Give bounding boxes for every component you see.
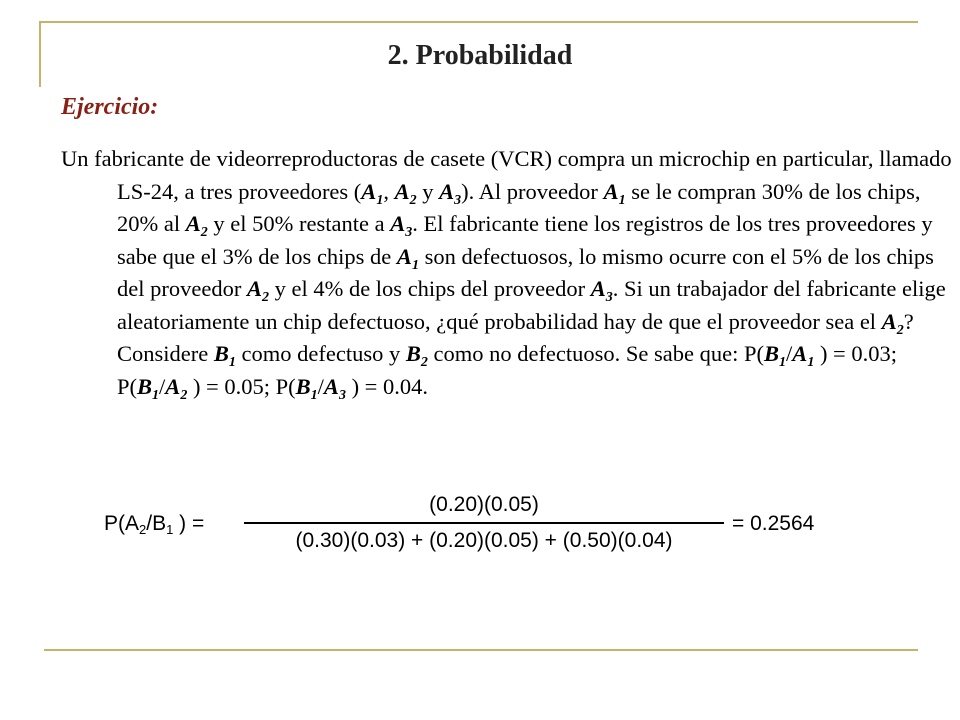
variable: $B_2$ [405, 341, 428, 370]
variable: $B_1$ [764, 341, 787, 370]
text-run: . Si un trabajador del fabricante elige aleatoriamente un chip defectuoso, ¿qué probabilidad hay de que el proveedor sea el [117, 276, 946, 334]
formula-numerator: (0.20)(0.05) [429, 493, 539, 516]
exercise-label: Ejercicio: [61, 94, 159, 120]
variable: $A_2$ [881, 308, 904, 338]
variable: $A_2$ [165, 373, 188, 403]
variable: $A_3$ [439, 178, 462, 208]
text-run: y [416, 178, 440, 204]
text-run: se le compran 30% de los chips, 20% al [117, 178, 921, 236]
text-run: / [786, 341, 793, 366]
text-run: ? Considere [117, 308, 914, 366]
text-run: son defectuosos, lo mismo ocurre con el 5% de los chips del proveedor [117, 243, 934, 301]
text-run: ). Al proveedor [461, 178, 604, 204]
text-run: y el 4% de los chips del proveedor [268, 276, 591, 301]
problem-statement [61, 143, 952, 403]
variable: $B_1$ [213, 341, 236, 370]
variable: $A_1$ [792, 341, 815, 370]
text-run: ) = 0.04. [345, 373, 428, 399]
frame-top-line [40, 21, 918, 23]
slide-title: 2. Probabilidad [387, 40, 573, 71]
text-run: ) = 0.05; P( [187, 373, 296, 399]
variable: $B_1$ [137, 373, 160, 403]
text-run: ) = 0.03; P( [117, 341, 897, 399]
variable: $A_3$ [390, 211, 413, 240]
text-run: , [383, 178, 395, 204]
text-run: y el 50% restante a [207, 211, 391, 236]
variable: $A_1$ [396, 243, 419, 273]
formula-result: = 0.2564 [732, 512, 815, 535]
fraction-bar [244, 522, 724, 524]
formula-denominator: (0.30)(0.03) + (0.20)(0.05) + (0.50)(0.04) [295, 529, 673, 552]
text-run: . El fabricante tiene los registros de los tres proveedores y sabe que el 3% de los chips de [117, 211, 933, 269]
text-run: Un fabricante de videorreproductoras de casete (VCR) compra un microchip en particular, llamado LS-24, a tres proveedores ( [61, 146, 952, 204]
variable: $A_3$ [590, 276, 613, 305]
frame-bottom-line [44, 649, 918, 651]
formula-fraction [244, 490, 724, 556]
variable: $A_1$ [603, 178, 626, 208]
text-run: / [317, 373, 324, 399]
text-run: como no defectuoso. Se sabe que: P( [427, 341, 765, 366]
variable: $B_1$ [295, 373, 318, 403]
formula-lhs: $P(A_2/B_1$ ) = [104, 512, 205, 537]
variable: $A_2$ [246, 276, 269, 305]
variable: $A_2$ [185, 211, 208, 240]
variable: $A_2$ [394, 178, 417, 208]
text-run: como defectuso y [235, 341, 406, 366]
text-run: / [159, 373, 166, 399]
variable: $A_1$ [361, 178, 384, 208]
variable: $A_3$ [323, 373, 346, 403]
